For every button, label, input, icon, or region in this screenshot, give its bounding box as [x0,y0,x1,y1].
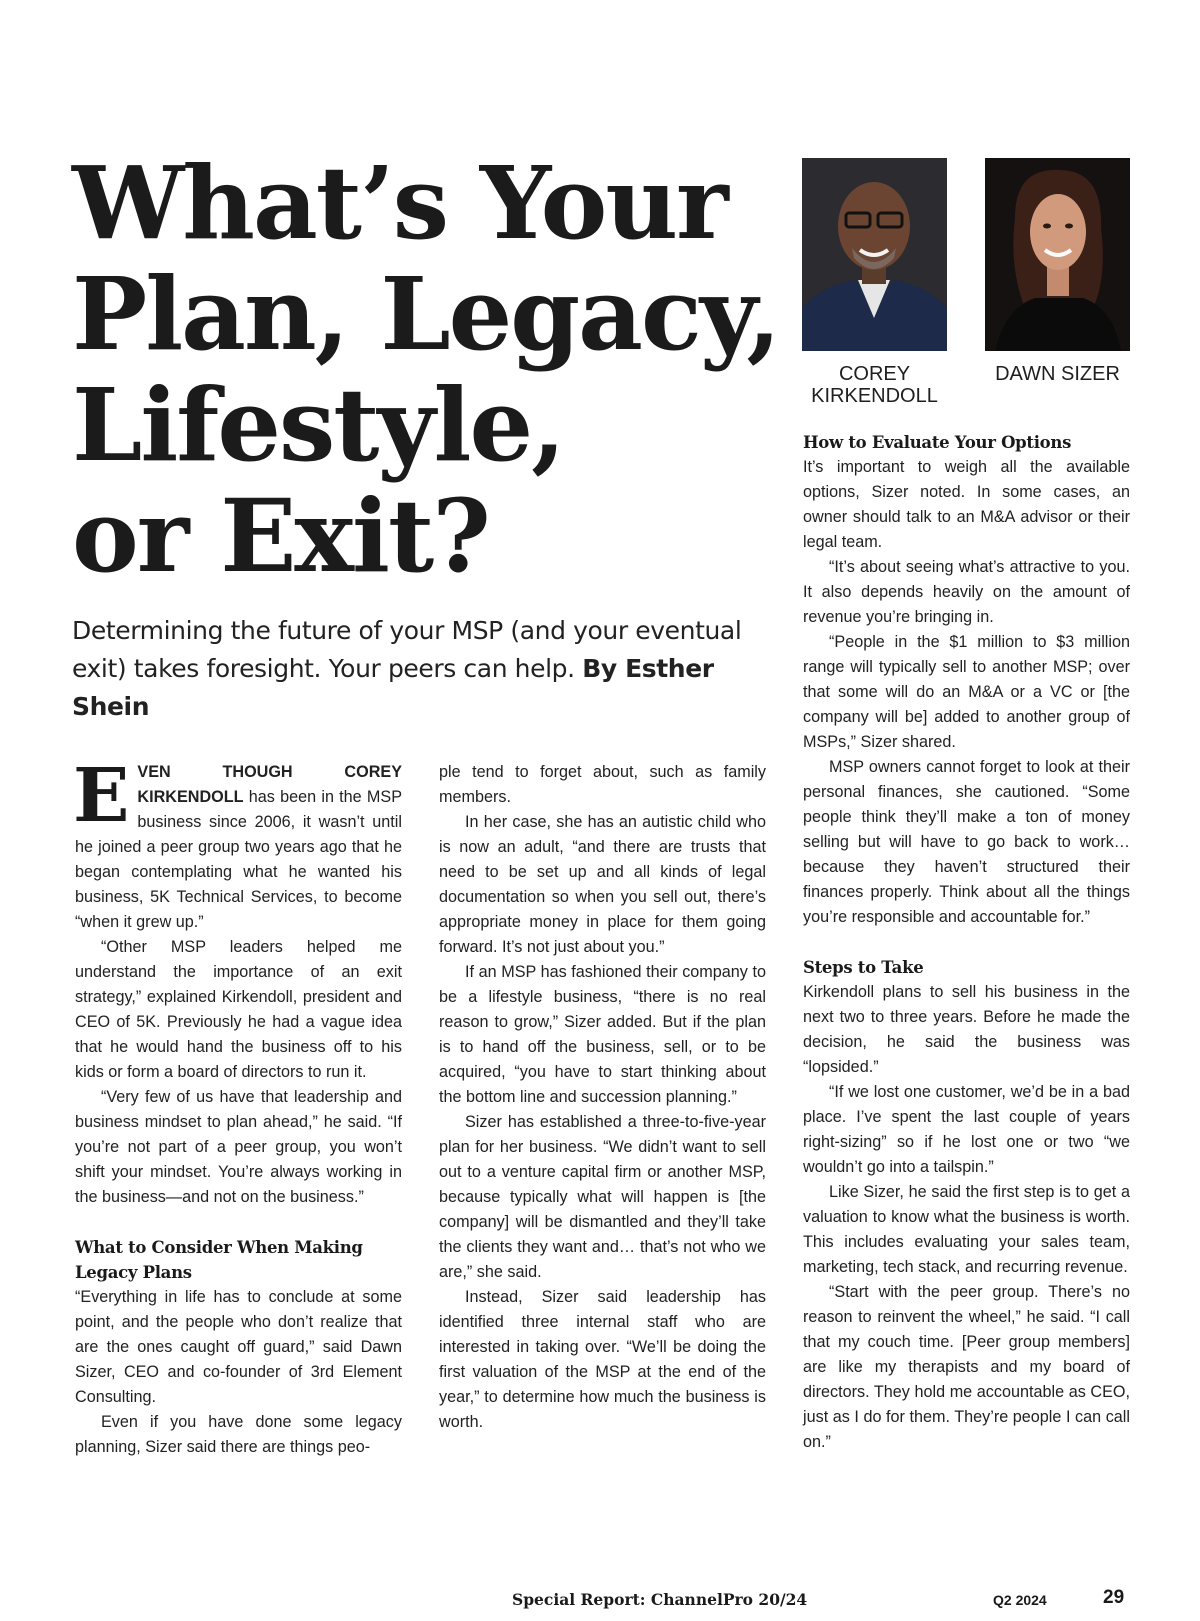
footer-issue-date: Q2 2024 [993,1592,1047,1608]
paragraph: Like Sizer, he said the first step is to get a valuation to know what the business is worth. This includes evaluating your sales team, marketing, tech stack, and recurring revenue. [803,1183,1130,1276]
portrait-corey-kirkendoll [802,158,947,351]
article-deck [72,612,762,726]
paragraph: “Everything in life has to conclude at some point, and the people who don’t realize that are the ones caught off guard,” said Dawn Sizer, CEO and co-founder of 3rd Element Consulting. [75,1288,402,1406]
paragraph: It’s important to weigh all the available options, Sizer noted. In some cases, an owner should talk to an M&A advisor or their legal team. [803,458,1130,551]
paragraph: “It’s about seeing what’s attractive to you. It also depends heavily on the amount of revenue you’re bringing in. [803,558,1130,626]
headline-line-3: Lifestyle, [72,366,564,484]
paragraph: “Very few of us have that leadership and business mindset to plan ahead,” he said. “If you’re not part of a peer group, you won’t shift your mindset. You’re always working in the business—and not on the business.” [75,1088,402,1206]
opening-text: has been in the MSP business since 2006, it wasn’t until he joined a peer group two years ago that he began contemplating what he wanted his business, 5K Technical Services, to become “when it grew up.” [75,788,402,931]
subhead-legacy-plans: What to Consider When Making Legacy Plans [75,1238,363,1282]
headline-line-4: or Exit? [72,477,489,595]
paragraph: ple tend to forget about, such as family members. [439,763,766,806]
subhead-steps-to-take: Steps to Take [803,958,924,977]
article-column-3 [803,430,1130,1455]
page-number: 29 [1103,1587,1125,1608]
drop-cap: E [73,753,130,839]
article-column-1 [73,753,402,1460]
deck-text: Determining the future of your MSP (and your eventual exit) takes foresight. Your peers can help. [72,616,742,683]
paragraph: “If we lost one customer, we’d be in a bad place. I’ve spent the last couple of years right-sizing” so if he lost one or two “we wouldn’t go into a tailspin.” [803,1083,1130,1176]
subhead-evaluate-options: How to Evaluate Your Options [803,433,1072,452]
caption-corey-kirkendoll: COREY KIRKENDOLL [811,363,938,407]
caption-dawn-sizer: DAWN SIZER [995,363,1120,385]
paragraph: In her case, she has an autistic child who is now an adult, “and there are trusts that need to be set up and all kinds of legal documentation so when you sell out, there’s appropriate money in place for them going forward. It’s not just about you.” [439,813,766,956]
paragraph: Kirkendoll plans to sell his business in the next two to three years. Before he made the decision, he said the business was “lopsided.” [803,983,1130,1076]
footer-report-title: Special Report: ChannelPro 20/24 [512,1590,808,1609]
paragraph: “Start with the peer group. There’s no reason to reinvent the wheel,” he said. “I call that my couch time. [Peer group members] are like my therapists and my board of directors. They hold me accountable as CEO, just as I do for them. They’re people I can call on.” [803,1283,1130,1451]
lead-in: VEN THOUGH COREY KIRKENDOLL [137,763,402,806]
paragraph: “People in the $1 million to $3 million range will typically sell to another MSP; over that some will do an M&A or a VC or [the company will be] added to another group of MSPs,” Sizer shared. [803,633,1130,751]
portrait-dawn-sizer [985,158,1130,351]
byline: By Esther Shein [72,654,714,721]
paragraph: “Other MSP leaders helped me understand the importance of an exit strategy,” explained Kirkendoll, president and CEO of 5K. Previously he had a vague idea that he would hand the business off to his kids or form a board of directors to run it. [75,938,402,1081]
opening-paragraph [73,753,402,935]
headline-line-2: Plan, Legacy, [72,255,780,373]
article-headline [72,144,780,595]
paragraph: If an MSP has fashioned their company to be a lifestyle business, “there is no real reason to grow,” Sizer added. But if the plan is to hand off the business, sell, or to be acquired, “you have to start thinking about the bottom line and succession planning.” [439,963,766,1106]
paragraph: Instead, Sizer said leadership has identified three internal staff who are interested in taking over. “We’ll be doing the first valuation of the MSP at the end of the year,” to determine how much the business is worth. [439,1288,766,1431]
paragraph: MSP owners cannot forget to look at their personal finances, she cautioned. “Some people think they’ll make a ton of money selling but will have to go back to work… because they haven’t structured their finances properly. Think about all the things you’re responsible and accountable for.” [803,758,1130,926]
paragraph: Even if you have done some legacy planning, Sizer said there are things peo- [75,1413,402,1456]
headline-line-1: What’s Your [72,144,727,262]
paragraph: Sizer has established a three-to-five-year plan for her business. “We didn’t want to sell out to a venture capital firm or another MSP, because typically what will happen is [the company] will be dismantled and they’ll take the clients they want and… that’s not who we are,” she said. [439,1113,766,1281]
article-column-2 [439,760,766,1435]
